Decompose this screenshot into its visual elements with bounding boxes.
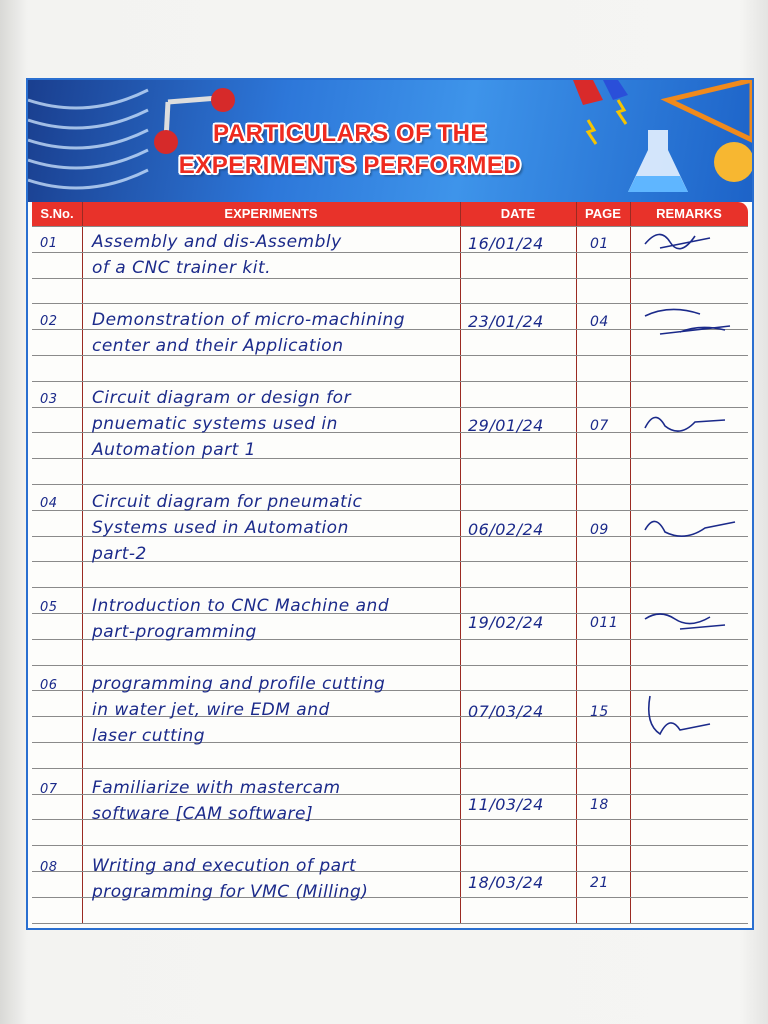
row-serial-number: 04 [40,496,58,511]
row-page-number: 011 [590,615,619,632]
experiment-title-line: Circuit diagram or design for [92,388,352,408]
experiment-title-line: part-programming [92,621,257,642]
row-page-number: 21 [590,875,609,892]
column-header-experiments: EXPERIMENTS [224,206,318,221]
signature-stroke [645,234,710,248]
row-serial-number: 02 [40,314,58,329]
row-date: 06/02/24 [468,519,544,539]
banner-title-line-2: EXPERIMENTS PERFORMED [178,152,522,179]
experiments-sheet [26,78,754,930]
row-page-number: 01 [590,236,609,252]
row-page-number: 15 [590,703,609,720]
ruled-line [32,768,748,769]
experiment-title-line: in water jet, wire EDM and [92,699,330,720]
experiment-title-line: Familiarize with mastercam [92,778,341,798]
remarks-signature [640,605,740,651]
experiment-title-line: Systems used in Automation [92,517,349,538]
row-page-number: 07 [590,417,609,434]
row-page-number: 18 [590,797,609,814]
experiment-title-line: Automation part 1 [92,439,256,460]
remarks-signature [640,694,740,740]
banner-title-line-1: PARTICULARS OF THE [213,120,487,147]
signature-stroke [645,614,725,629]
signature-stroke [645,417,725,431]
experiment-title-line: pnuematic systems used in [92,413,338,434]
ruled-line [32,587,748,588]
experiment-title-line: Assembly and dis-Assembly [92,232,342,252]
title-banner [28,80,752,202]
row-date: 23/01/24 [468,312,544,331]
row-date: 29/01/24 [468,415,544,435]
signature-stroke [645,521,735,536]
ruled-line [32,665,748,666]
row-page-number: 09 [590,521,609,538]
row-date: 19/02/24 [468,613,544,633]
ruled-line [32,845,748,846]
remarks-signature [640,304,740,350]
table-header-row [32,202,748,226]
row-date: 18/03/24 [468,873,544,893]
ruled-line [32,381,748,382]
row-date: 11/03/24 [468,795,544,815]
row-date: 07/03/24 [468,701,544,721]
experiment-title-line: center and their Application [92,335,344,356]
row-serial-number: 03 [40,392,58,407]
remarks-signature [640,512,740,558]
experiment-title-line: laser cutting [92,725,206,746]
experiment-title-line: software [CAM software] [92,803,314,824]
experiment-title-line: of a CNC trainer kit. [92,257,272,278]
remarks-signature [640,226,740,272]
signature-stroke [645,309,730,334]
ruled-line [32,484,748,485]
column-header-sno: S.No. [40,206,74,221]
column-header-remarks: REMARKS [656,206,722,221]
row-serial-number: 08 [40,860,58,875]
experiment-title-line: Circuit diagram for pneumatic [92,492,363,512]
experiment-title-line: programming and profile cutting [92,674,386,694]
row-serial-number: 07 [40,782,58,797]
experiment-title-line: Demonstration of micro-machining [92,310,406,330]
row-serial-number: 05 [40,600,58,615]
row-page-number: 04 [590,314,609,330]
column-header-date: DATE [500,206,536,221]
row-serial-number: 01 [40,236,58,251]
experiment-title-line: programming for VMC (Milling) [92,881,369,902]
experiment-title-line: Introduction to CNC Machine and [92,596,390,616]
remarks-signature [640,408,740,454]
signature-stroke [649,696,710,734]
row-date: 16/01/24 [468,234,544,253]
column-header-page: PAGE [585,206,621,221]
ruled-line [32,923,748,924]
row-serial-number: 06 [40,678,58,693]
experiment-title-line: part-2 [92,543,147,564]
experiment-title-line: Writing and execution of part [92,856,357,876]
table-body [32,226,748,926]
